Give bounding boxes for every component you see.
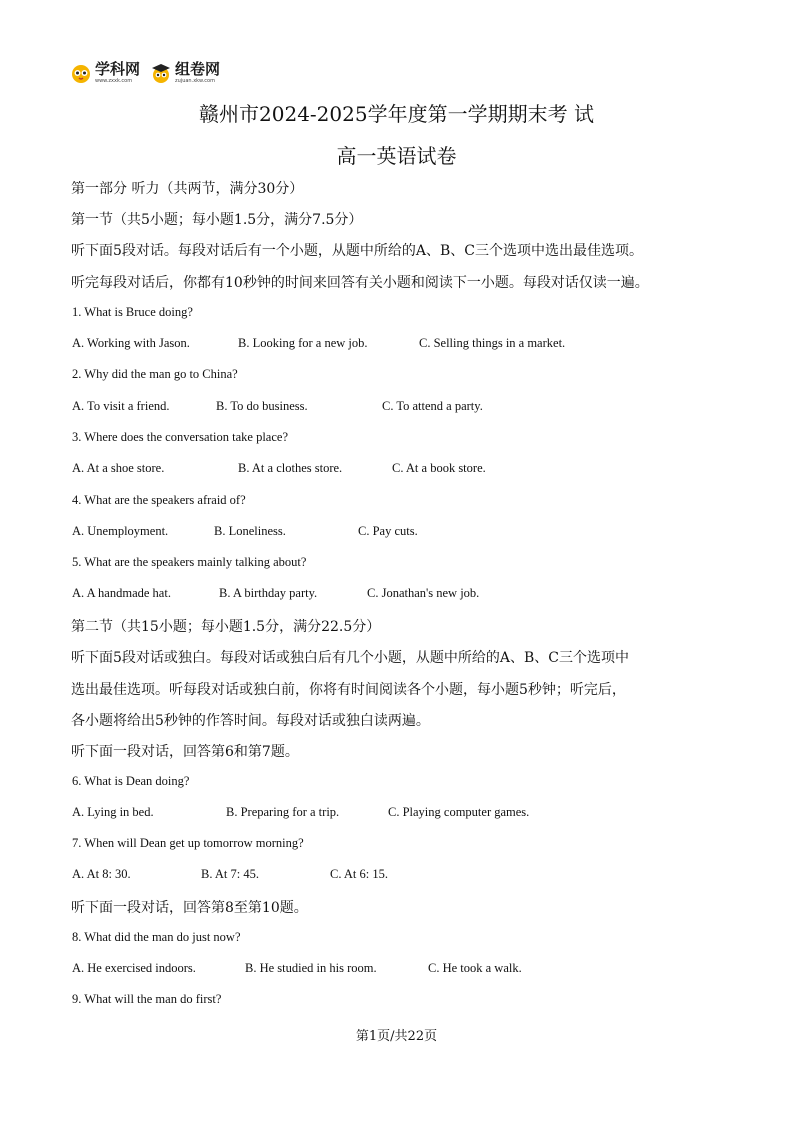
section1-instruction: 听完每段对话后，你都有10秒钟的时间来回答有关小题和阅读下一小题。每段对话仅读一遍。 <box>71 275 649 291</box>
option-b: B. He studied in his room. <box>245 961 377 975</box>
question-text: 6. What is Dean doing? <box>72 774 190 788</box>
question-text: 9. What will the man do first? <box>72 992 222 1006</box>
option-b: B. Loneliness. <box>214 524 286 538</box>
option-a: A. At a shoe store. <box>72 461 165 475</box>
option-c: C. At 6: 15. <box>330 867 388 881</box>
option-a: A. Lying in bed. <box>72 805 154 819</box>
option-b: B. At 7: 45. <box>201 867 259 881</box>
question-text: 3. Where does the conversation take place? <box>72 430 288 444</box>
section1-instruction: 听下面5段对话。每段对话后有一个小题，从题中所给的A、B、C三个选项中选出最佳选项。 <box>71 243 644 259</box>
section2-instruction: 选出最佳选项。听每段对话或独白前，你将有时间阅读各个小题，每小题5秒钟；听完后， <box>71 682 626 698</box>
option-b: B. At a clothes store. <box>238 461 343 475</box>
option-a: A. At 8: 30. <box>72 867 131 881</box>
option-a: A. He exercised indoors. <box>72 961 196 975</box>
logo-url-left: www.zxxk.com <box>95 78 133 84</box>
option-c: C. Jonathan's new job. <box>367 586 480 600</box>
dialog-intro: 听下面一段对话，回答第8至第10题。 <box>71 900 308 916</box>
option-c: C. He took a walk. <box>428 961 522 975</box>
logo-name-right: 组卷网 <box>175 60 221 78</box>
section2-instruction: 各小题将给出5秒钟的作答时间。每段对话或独白读两遍。 <box>71 713 430 729</box>
option-c: C. Pay cuts. <box>358 524 418 538</box>
page-title: 赣州市2024-2025学年度第一学期期末考 试 <box>199 102 594 126</box>
section1-heading: 第一节（共5小题；每小题1.5分，满分7.5分） <box>71 212 363 228</box>
option-b: B. A birthday party. <box>219 586 318 600</box>
dialog-intro: 听下面一段对话，回答第6和第7题。 <box>71 744 299 760</box>
page-footer: 第1页/共22页 <box>355 1029 438 1044</box>
option-c: C. To attend a party. <box>382 399 483 413</box>
question-text: 8. What did the man do just now? <box>72 930 241 944</box>
option-c: C. Selling things in a market. <box>419 336 566 350</box>
option-a: A. To visit a friend. <box>72 399 170 413</box>
section2-instruction: 听下面5段对话或独白。每段对话或独白后有几个小题，从题中所给的A、B、C三个选项中 <box>71 650 630 666</box>
question-text: 5. What are the speakers mainly talking about? <box>72 555 307 569</box>
logo-name-left: 学科网 <box>95 60 141 78</box>
part1-heading: 第一部分 听力（共两节，满分30分） <box>71 181 304 197</box>
question-text: 1. What is Bruce doing? <box>72 305 193 319</box>
option-a: A. Working with Jason. <box>72 336 190 350</box>
option-a: A. Unemployment. <box>72 524 169 538</box>
option-c: C. Playing computer games. <box>388 805 530 819</box>
option-b: B. Looking for a new job. <box>238 336 368 350</box>
option-a: A. A handmade hat. <box>72 586 171 600</box>
option-b: B. Preparing for a trip. <box>226 805 340 819</box>
logo-url-right: zujuan.xkw.com <box>175 78 215 84</box>
option-b: B. To do business. <box>216 399 308 413</box>
option-c: C. At a book store. <box>392 461 486 475</box>
question-text: 2. Why did the man go to China? <box>72 367 238 381</box>
page-subtitle: 高一英语试卷 <box>336 144 457 168</box>
question-text: 7. When will Dean get up tomorrow morning? <box>72 836 304 850</box>
section2-heading: 第二节（共15小题；每小题1.5分，满分22.5分） <box>71 619 381 635</box>
question-text: 4. What are the speakers afraid of? <box>72 493 246 507</box>
